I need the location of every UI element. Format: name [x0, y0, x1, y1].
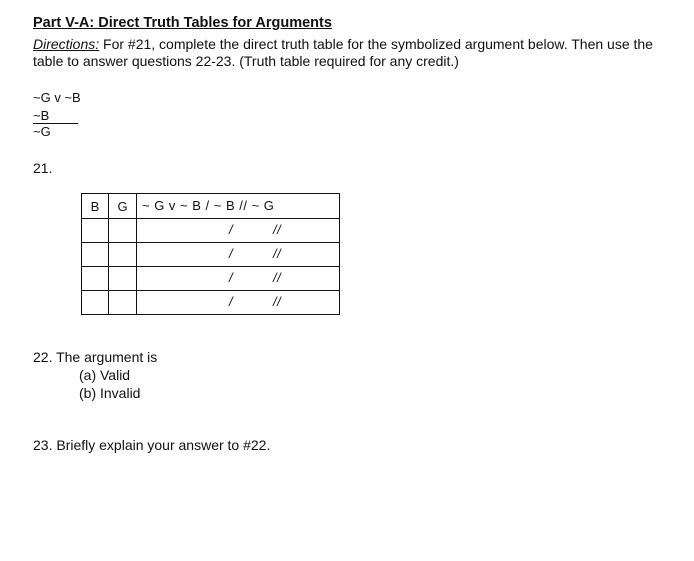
truth-table-row	[82, 219, 340, 243]
truth-table-header-row	[82, 194, 340, 219]
premise-separator: /	[229, 270, 234, 285]
conclusion-separator: //	[273, 222, 282, 237]
truth-table-row	[82, 291, 340, 315]
premise-separator: /	[229, 246, 234, 261]
directions-lead: Directions:	[33, 36, 100, 52]
option-b-invalid[interactable]: (b) Invalid	[79, 385, 141, 401]
conclusion-separator: //	[273, 246, 282, 261]
premise-separator: /	[229, 294, 234, 309]
cell-argument[interactable]	[137, 267, 340, 291]
question-22-prompt: 22. The argument is	[33, 349, 158, 365]
truth-table	[81, 193, 340, 315]
header-g: G	[109, 194, 137, 219]
option-a-valid[interactable]: (a) Valid	[79, 367, 131, 383]
premise-2-text: ~B	[33, 109, 78, 124]
question-21-label: 21.	[33, 160, 53, 176]
directions-text: For #21, complete the direct truth table for the symbolized argument below. Then use the table to answer questions 22-23. (Truth table required for any credit.)	[33, 36, 653, 69]
cell-g[interactable]	[109, 267, 137, 291]
premise-2	[33, 108, 78, 124]
premise-separator: /	[229, 222, 234, 237]
cell-argument[interactable]	[137, 219, 340, 243]
cell-argument[interactable]	[137, 291, 340, 315]
cell-g[interactable]	[109, 219, 137, 243]
header-argument	[137, 194, 340, 219]
truth-table-row	[82, 243, 340, 267]
header-b: B	[82, 194, 109, 219]
cell-b[interactable]	[82, 291, 109, 315]
cell-b[interactable]	[82, 267, 109, 291]
conclusion-separator: //	[273, 294, 282, 309]
cell-b[interactable]	[82, 243, 109, 267]
truth-table-row	[82, 267, 340, 291]
header-argument-text: ~ G v ~ B / ~ B // ~ G	[142, 198, 275, 213]
conclusion-separator: //	[273, 270, 282, 285]
cell-argument[interactable]	[137, 243, 340, 267]
premise-1: ~G v ~B	[33, 90, 81, 105]
question-23-prompt: 23. Briefly explain your answer to #22.	[33, 437, 271, 453]
cell-b[interactable]	[82, 219, 109, 243]
conclusion: ~G	[33, 124, 51, 139]
directions-paragraph	[33, 36, 663, 70]
cell-g[interactable]	[109, 243, 137, 267]
page-title: Part V-A: Direct Truth Tables for Arguments	[33, 15, 332, 31]
cell-g[interactable]	[109, 291, 137, 315]
